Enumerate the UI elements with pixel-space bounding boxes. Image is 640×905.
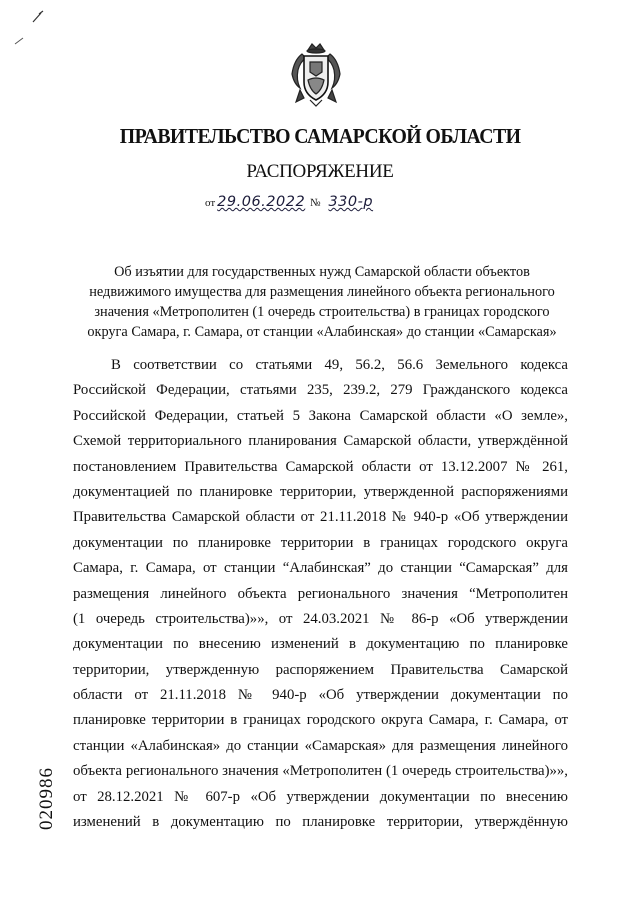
- body-line: объекта регионального значения «Метрополитен (1 очередь строительства)»»,: [73, 763, 568, 780]
- body-line: Схемой территориального планирования Самарской области, утверждённой: [73, 433, 568, 450]
- subject-line: недвижимого имущества для размещения линейного объекта регионального: [89, 284, 555, 300]
- coat-of-arms-icon: [286, 40, 346, 108]
- body-line: Самара, г. Самара, от станции “Алабинская” до станции “Самарская” для: [73, 560, 568, 577]
- date-number-line: [203, 194, 373, 210]
- scan-mark-icon: [14, 36, 26, 46]
- body-line: от 28.12.2021 № 607-р «Об утверждении документации по внесению: [73, 788, 568, 805]
- subject-line: Об изъятии для государственных нужд Самарской области объектов: [114, 264, 530, 280]
- body-line: Российской Федерации, статьей 5 Закона Самарской области «О земле»,: [73, 407, 568, 424]
- body-line: документации по внесению изменений в документацию по планировке: [73, 636, 568, 653]
- document-type: РАСПОРЯЖЕНИЕ: [246, 161, 394, 182]
- document-serial-code: 020986: [36, 767, 57, 830]
- document-body: [73, 353, 568, 835]
- body-line: В соответствии со статьями 49, 56.2, 56.6 Земельного кодекса: [111, 357, 568, 373]
- subject-line: значения «Метрополитен (1 очередь строительства) в границах городского: [94, 304, 550, 320]
- government-title: ПРАВИТЕЛЬСТВО САМАРСКОЙ ОБЛАСТИ: [119, 124, 521, 148]
- body-line: области от 21.11.2018 № 940-р «Об утверждении документации по: [73, 687, 568, 704]
- subject-line: округа Самара, г. Самара, от станции «Алабинская» до станции «Самарская»: [87, 324, 557, 340]
- scan-mark-icon: [30, 10, 46, 24]
- body-line: планировке территории в границах городского округа Самара, г. Самара, от: [73, 712, 568, 729]
- body-line: изменений в документацию по планировке территории, утверждённую: [73, 814, 568, 831]
- body-line: Правительства Самарской области от 21.11.2018 № 940-р «Об утверждении: [73, 509, 568, 526]
- body-line: станции «Алабинская» до станции «Самарская» для размещения линейного: [73, 737, 568, 754]
- body-line: размещения линейного объекта регионального значения “Метрополитен: [73, 585, 568, 602]
- body-line: (1 очередь строительства)»», от 24.03.2021 № 86-р «Об утверждении: [73, 610, 568, 627]
- document-date: 29.06.2022: [217, 194, 306, 210]
- body-line: Российской Федерации, статьями 235, 239.2, 279 Гражданского кодекса: [73, 382, 568, 399]
- body-line: постановлением Правительства Самарской области от 13.12.2007 № 261,: [73, 458, 568, 475]
- document-subject: [76, 262, 568, 342]
- number-prefix: №: [309, 197, 321, 209]
- body-line: территории, утвержденную распоряжением Правительства Самарской: [73, 661, 568, 678]
- date-prefix: от: [205, 197, 216, 209]
- body-line: документацией по планировке территории, утвержденной распоряжениями: [73, 483, 568, 500]
- document-number: 330-р: [328, 194, 374, 210]
- body-line: документации по планировке территории в границах городского округа: [73, 534, 568, 551]
